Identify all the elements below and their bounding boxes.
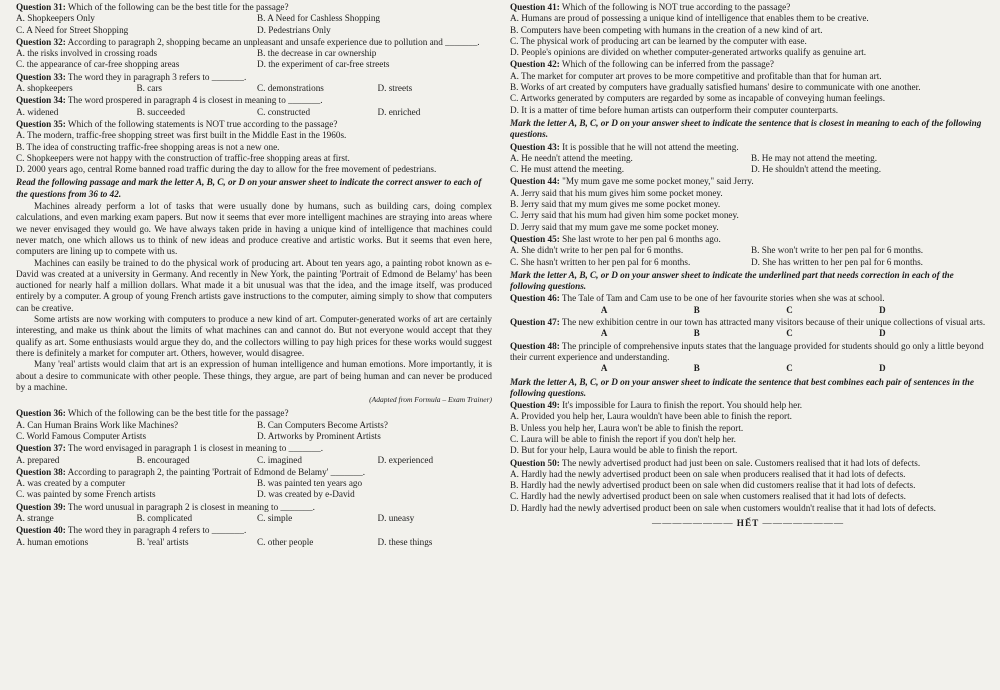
option-b: B. encouraged <box>136 454 190 465</box>
option-c: C. She hasn't written to her pen pal for 6 months. <box>510 256 691 267</box>
option-c: C. was painted by some French artists <box>16 489 156 500</box>
question-40 <box>16 525 492 548</box>
option-c: C. The physical work of producing art can be learned by the computer with ease. <box>510 35 807 46</box>
option-b: B. Hardly had the newly advertised product been on sale when did customers realise that it had lots of defects. <box>510 480 916 491</box>
passage-paragraph-4: Many 'real' artists would claim that art is an expression of human intelligence and human emotions. More importantly, it is about a desire to communicate with other people. These things, they argue, are part of being human and can never be produced by a machine. <box>16 359 492 392</box>
letter-b: B <box>693 304 700 315</box>
option-d: D. the experiment of car-free streets <box>257 59 390 70</box>
question-number: Question 36: <box>16 408 66 419</box>
letter-b: B <box>693 328 700 339</box>
option-c: C. A Need for Street Shopping <box>16 24 129 35</box>
option-d: D. People's opinions are divided on whether computer-generated artworks qualify as genuine art. <box>510 47 867 58</box>
section-instruction: Mark the letter A, B, C, or D on your answer sheet to indicate the sentence that best combines each pair of sentences in the following questions. <box>510 376 974 398</box>
option-c: C. Hardly had the newly advertised product been on sale when customers realised that it had lots of defects. <box>510 491 906 502</box>
question-number: Question 35: <box>16 118 66 129</box>
letter-a: A <box>600 328 608 339</box>
question-46 <box>510 293 986 316</box>
option-b: B. The idea of constructing traffic-free shopping areas is not a new one. <box>16 141 280 152</box>
option-c: C. other people <box>257 536 314 547</box>
question-text: Question 44: "My mum gave me some pocket money," said Jerry. <box>510 176 754 187</box>
question-text: Question 36: Which of the following can be the best title for the passage? <box>16 408 289 419</box>
option-b: B. Can Computers Become Artists? <box>257 419 388 430</box>
option-a: A. Shopkeepers Only <box>16 13 95 24</box>
question-32 <box>16 37 492 71</box>
option-a: A. The market for computer art proves to be more competitive and profitable than that for human art. <box>510 70 882 81</box>
question-number: Question 48: <box>510 340 560 351</box>
option-d: D. Jerry said that my mum gave me some pocket money. <box>510 221 719 232</box>
option-a: A. shopkeepers <box>16 83 73 94</box>
underline-letters <box>558 363 929 374</box>
option-c: C. Jerry said that his mum had given him some pocket money. <box>510 210 739 221</box>
option-d: D. enriched <box>377 106 421 117</box>
question-47 <box>510 317 986 340</box>
section-instruction: Mark the letter A, B, C, or D on your answer sheet to indicate the underlined part that needs correction in each of the following questions. <box>510 269 954 292</box>
option-d: D. He shouldn't attend the meeting. <box>751 164 881 175</box>
option-b: B. Jerry said that my mum gives me some pocket money. <box>510 199 721 210</box>
question-number: Question 47: <box>510 317 560 328</box>
option-c: C. He must attend the meeting. <box>510 164 625 175</box>
option-d: D. streets <box>377 83 413 94</box>
option-c: C. Shopkeepers were not happy with the construction of traffic-free shopping areas at first. <box>16 152 350 163</box>
question-38 <box>16 467 492 501</box>
question-text: Question 33: The word they in paragraph 3 refers to _______. <box>16 71 247 82</box>
question-number: Question 49: <box>510 400 560 411</box>
letter-c: C <box>786 328 793 339</box>
option-c: C. constructed <box>257 106 311 117</box>
option-b: B. Computers have been competing with humans in the creation of a new kind of art. <box>510 24 823 35</box>
question-text: Question 48: The principle of comprehensive inputs states that the language provided for students should go only a little beyond their current experience and understanding. <box>510 340 984 362</box>
question-number: Question 37: <box>16 443 66 454</box>
option-d: D. was created by e-David <box>257 489 355 500</box>
question-number: Question 38: <box>16 466 66 477</box>
question-number: Question 39: <box>16 501 66 512</box>
option-d: D. It is a matter of time before human artists can outperform their computer counterparts. <box>510 104 839 115</box>
option-d: D. Hardly had the newly advertised product been on sale when customers wouldn't realise that it had lots of defects. <box>510 502 936 513</box>
option-d: D. 2000 years ago, central Rome banned road traffic during the day to allow for the free movement of pedestrians. <box>16 164 437 175</box>
option-d: D. But for your help, Laura would be able to finish the report. <box>510 445 738 456</box>
option-a: A. Can Human Brains Work like Machines? <box>16 419 179 430</box>
letter-a: A <box>600 304 608 315</box>
question-text: Question 39: The word unusual in paragraph 2 is closest in meaning to _______. <box>16 501 315 512</box>
option-b: B. She won't write to her pen pal for 6 months. <box>751 245 924 256</box>
letter-d: D <box>879 304 886 315</box>
question-50 <box>510 458 986 514</box>
underline-letters <box>558 328 929 339</box>
question-34 <box>16 95 492 118</box>
question-43 <box>510 142 986 176</box>
option-d: D. these things <box>377 536 433 547</box>
option-c: C. demonstrations <box>257 83 324 94</box>
option-a: A. Jerry said that his mum gives him some pocket money. <box>510 187 723 198</box>
question-text: Question 41: Which of the following is NOT true according to the passage? <box>510 2 791 12</box>
option-a: A. She didn't write to her pen pal for 6 months. <box>510 245 684 256</box>
question-35 <box>16 119 492 175</box>
option-b: B. cars <box>136 83 163 94</box>
letter-a: A <box>600 363 608 374</box>
question-text: Question 40: The word they in paragraph 4 refers to _______. <box>16 525 247 536</box>
letter-c: C <box>786 363 793 374</box>
option-c: C. Laura will be able to finish the report if you don't help her. <box>510 433 736 444</box>
option-a: A. The modern, traffic-free shopping street was first built in the Middle East in the 1960s. <box>16 130 347 141</box>
question-39 <box>16 502 492 525</box>
question-33 <box>16 72 492 95</box>
option-a: A. Humans are proud of possessing a unique kind of intelligence that enables them to be creative. <box>510 13 869 24</box>
question-45 <box>510 234 986 268</box>
letter-b: B <box>693 363 700 374</box>
option-b: B. He may not attend the meeting. <box>751 152 878 163</box>
right-column <box>510 2 986 690</box>
question-text: Question 38: According to paragraph 2, the painting 'Portrait of Edmond de Belamy' _______. <box>16 466 366 477</box>
passage-source: (Adapted from Formula – Exam Trainer) <box>369 395 492 405</box>
question-text: Question 35: Which of the following statements is NOT true according to the passage? <box>16 118 338 129</box>
letter-d: D <box>879 363 886 374</box>
question-number: Question 31: <box>16 2 66 12</box>
question-number: Question 33: <box>16 71 66 82</box>
question-text: Question 37: The word envisaged in paragraph 1 is closest in meaning to _______. <box>16 443 324 454</box>
question-36 <box>16 408 492 442</box>
option-c: C. Artworks generated by computers are regarded by some as incapable of conveying human feelings. <box>510 93 886 104</box>
question-number: Question 32: <box>16 36 66 47</box>
question-49 <box>510 400 986 456</box>
question-number: Question 50: <box>510 457 560 468</box>
option-a: A. Hardly had the newly advertised product been on sale when producers realised that it had lots of defects. <box>510 468 906 479</box>
option-b: B. A Need for Cashless Shopping <box>257 13 381 24</box>
option-a: A. strange <box>16 513 54 524</box>
question-37 <box>16 443 492 466</box>
question-number: Question 41: <box>510 2 560 12</box>
option-b: B. Unless you help her, Laura won't be able to finish the report. <box>510 422 744 433</box>
end-text: HẾT <box>736 518 760 529</box>
option-a: A. He needn't attend the meeting. <box>510 152 633 163</box>
option-b: B. the decrease in car ownership <box>257 48 377 59</box>
option-d: D. experienced <box>377 454 434 465</box>
question-number: Question 44: <box>510 176 560 187</box>
end-marker: ———————— HẾT ———————— <box>652 518 844 529</box>
question-number: Question 46: <box>510 293 560 304</box>
question-text: Question 50: The newly advertised product had just been on sale. Customers realised that it had lots of defects. <box>510 457 921 468</box>
question-text: Question 47: The new exhibition centre in our town has attracted many visitors because of their unique collections of visual arts. <box>510 317 986 328</box>
question-number: Question 40: <box>16 525 66 536</box>
option-b: B. complicated <box>136 513 193 524</box>
option-a: A. Provided you help her, Laura wouldn't have been able to finish the report. <box>510 411 792 422</box>
question-text: Question 31: Which of the following can be the best title for the passage? <box>16 2 289 12</box>
option-c: C. imagined <box>257 454 302 465</box>
question-number: Question 43: <box>510 141 560 152</box>
option-b: B. 'real' artists <box>136 536 189 547</box>
option-a: A. was created by a computer <box>16 478 126 489</box>
option-c: C. simple <box>257 513 293 524</box>
question-number: Question 45: <box>510 233 560 244</box>
passage-paragraph-3: Some artists are now working with computers to produce a new kind of art. Computer-generated works of art are certainly interesting, and make us think about the limits of what machines can and cannot do. But not everyone would accept that they qualify as art. Some enthusiasts would argue they do, and the collectors willing to pay high prices for these works would suggest there is definitely a market for computer art. Others, however, would disagree. <box>16 314 492 358</box>
question-48 <box>510 341 986 375</box>
question-text: Question 43: It is possible that he will not attend the meeting. <box>510 141 739 152</box>
option-c: C. World Famous Computer Artists <box>16 430 147 441</box>
option-c: C. the appearance of car-free shopping areas <box>16 59 180 70</box>
question-text: Question 34: The word prospered in paragraph 4 is closest in meaning to _______. <box>16 95 323 106</box>
section-instruction: Mark the letter A, B, C, or D on your answer sheet to indicate the sentence that is closest in meaning to each of the following questions. <box>510 117 982 140</box>
option-b: B. succeeded <box>136 106 185 117</box>
option-d: D. Artworks by Prominent Artists <box>257 430 381 441</box>
question-31 <box>16 2 492 36</box>
option-a: A. widened <box>16 106 59 117</box>
option-d: D. She has written to her pen pal for 6 months. <box>751 256 923 267</box>
question-text: Question 42: Which of the following can be inferred from the passage? <box>510 59 774 70</box>
underline-letters <box>558 305 929 316</box>
section-instruction: Read the following passage and mark the letter A, B, C, or D on your answer sheet to indicate the correct answer to each of the questions from 36 to 42. <box>16 177 482 199</box>
question-42 <box>510 59 986 115</box>
passage-paragraph-1: Machines already perform a lot of tasks that were usually done by humans, such as building cars, doing complex calculations, and even marking exam papers. But now it seems that ever more intelligent machines are straying into areas where we never envisaged they would go. We have always taken pride in having a unique kind of intelligence that machines could never match, one which allows us to think of new ideas and produce creative and artistic works. But it seems that even here, computers are lining up to compete with us. <box>16 201 492 257</box>
option-a: A. prepared <box>16 454 60 465</box>
left-column <box>16 2 492 690</box>
letter-d: D <box>879 328 886 339</box>
question-text: Question 32: According to paragraph 2, shopping became an unpleasant and unsafe experience due to pollution and _______. <box>16 36 480 47</box>
question-44 <box>510 176 986 232</box>
option-a: A. the risks involved in crossing roads <box>16 48 158 59</box>
option-a: A. human emotions <box>16 536 89 547</box>
option-d: D. Pedestrians Only <box>257 24 331 35</box>
option-b: B. Works of art created by computers have gradually satisfied humans' desire to communicate with one another. <box>510 82 921 93</box>
question-text: Question 46: The Tale of Tam and Cam use to be one of her favourite stories when she was at school. <box>510 293 885 304</box>
question-number: Question 42: <box>510 59 560 70</box>
option-b: B. was painted ten years ago <box>257 478 363 489</box>
question-41 <box>510 2 986 58</box>
option-d: D. uneasy <box>377 513 415 524</box>
question-text: Question 45: She last wrote to her pen pal 6 months ago. <box>510 233 721 244</box>
question-number: Question 34: <box>16 95 66 106</box>
question-text: Question 49: It's impossible for Laura to finish the report. You should help her. <box>510 400 803 411</box>
letter-c: C <box>786 304 793 315</box>
passage-paragraph-2: Machines can easily be trained to do the physical work of producing art. About ten years ago, a painting robot known as e-David was created at a university in Germany. And recently in New York, the painting 'Portrait of Edmond de Belamy' has been auctioned for nearly half a million dollars. What made it a bit unusual was that the idea, and the image itself, was produced entirely by a computer. A group of young French artists gave instructions to the computer, aiming simply to show that computers can be creative. <box>16 257 492 313</box>
reading-passage <box>16 201 492 393</box>
